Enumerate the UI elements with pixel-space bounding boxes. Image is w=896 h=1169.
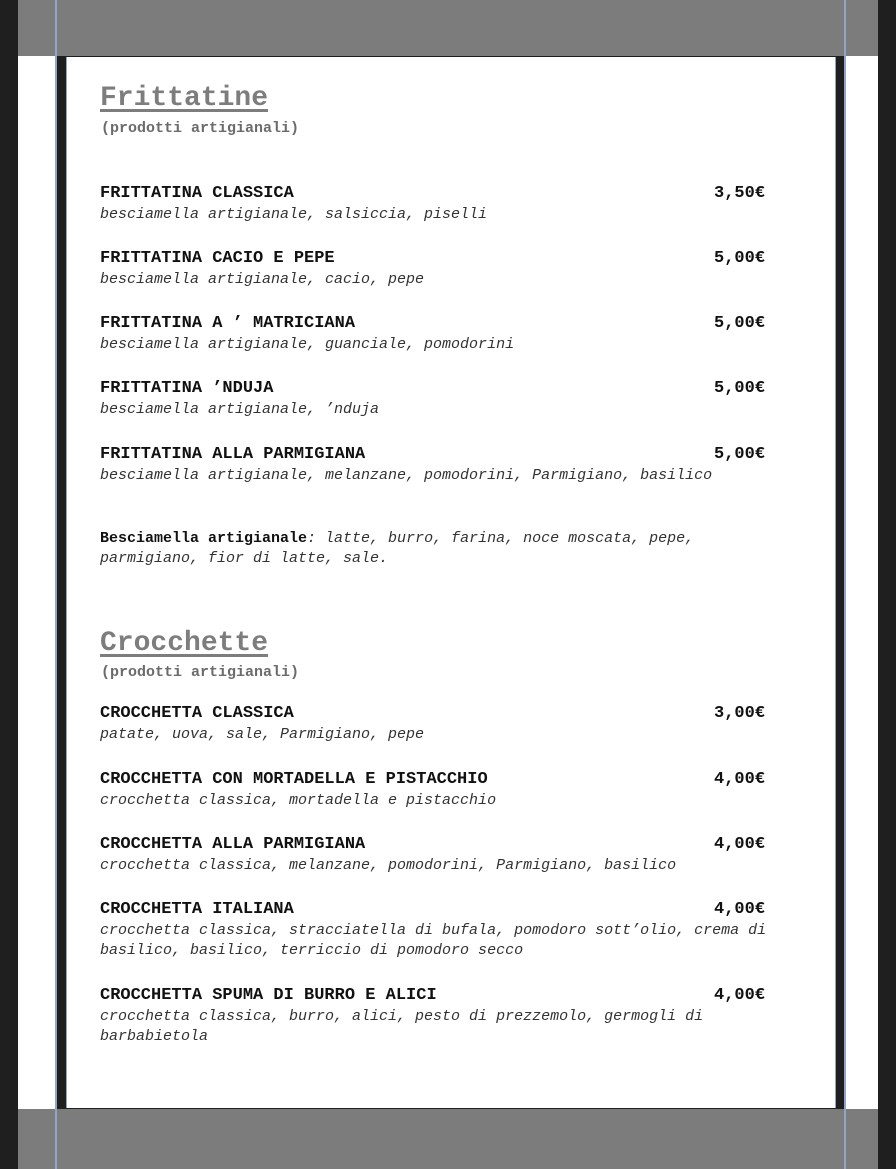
menu-item [100, 985, 800, 1047]
right-page-edge [844, 0, 846, 1169]
item-name: CROCCHETTA ITALIANA [100, 900, 294, 919]
menu-item [100, 313, 800, 355]
item-name: CROCCHETTA CLASSICA [100, 704, 294, 723]
item-price: 3,00€ [714, 704, 766, 723]
item-name: FRITTATINA ALLA PARMIGIANA [100, 445, 366, 464]
item-name: FRITTATINA CLASSICA [100, 184, 294, 203]
item-price: 4,00€ [714, 900, 766, 919]
menu-page [66, 57, 836, 1108]
menu-item [100, 899, 800, 961]
section-title-crocchette: Crocchette [100, 628, 269, 659]
item-price: 4,00€ [714, 770, 766, 789]
item-description: besciamella artigianale, salsiccia, piselli [100, 206, 488, 223]
bottom-gray-band [18, 1109, 878, 1169]
menu-item [100, 703, 800, 745]
menu-item [100, 834, 800, 876]
section-subtitle-crocchette: (prodotti artigianali) [101, 664, 300, 681]
section-title-frittatine: Frittatine [100, 83, 269, 114]
item-description: besciamella artigianale, melanzane, pomodorini, Parmigiano, basilico [100, 467, 713, 484]
item-price: 5,00€ [714, 249, 766, 268]
item-name: CROCCHETTA SPUMA DI BURRO E ALICI [100, 986, 437, 1005]
left-margin-strip [18, 0, 55, 1169]
right-margin-strip [846, 0, 878, 1169]
section-subtitle-frittatine: (prodotti artigianali) [101, 120, 300, 137]
item-name: CROCCHETTA CON MORTADELLA E PISTACCHIO [100, 770, 488, 789]
item-description: crocchetta classica, burro, alici, pesto di prezzemolo, germogli di barbabietola [100, 1008, 704, 1045]
menu-item [100, 444, 800, 486]
item-name: FRITTATINA ’NDUJA [100, 379, 274, 398]
item-name: FRITTATINA A ’ MATRICIANA [100, 314, 356, 333]
item-description: besciamella artigianale, guanciale, pomodorini [100, 336, 515, 353]
left-page-edge [55, 0, 57, 1169]
note-text: : latte, burro, farina, noce moscata, pepe, parmigiano, fior di latte, sale. [100, 530, 695, 567]
item-price: 3,50€ [714, 184, 766, 203]
top-gray-band [18, 0, 878, 56]
item-description: patate, uova, sale, Parmigiano, pepe [100, 726, 425, 743]
menu-item [100, 183, 800, 225]
item-price: 4,00€ [714, 986, 766, 1005]
menu-item [100, 248, 800, 290]
besciamella-note [100, 529, 800, 569]
menu-item [100, 378, 800, 420]
item-price: 5,00€ [714, 445, 766, 464]
item-description: crocchetta classica, stracciatella di bufala, pomodoro sott’olio, crema di basilico, basilico, terriccio di pomodoro secco [100, 922, 767, 959]
item-price: 4,00€ [714, 835, 766, 854]
item-description: crocchetta classica, melanzane, pomodorini, Parmigiano, basilico [100, 857, 677, 874]
item-description: besciamella artigianale, cacio, pepe [100, 271, 425, 288]
item-description: crocchetta classica, mortadella e pistacchio [100, 792, 497, 809]
item-description: besciamella artigianale, ’nduja [100, 401, 380, 418]
item-price: 5,00€ [714, 314, 766, 333]
note-label: Besciamella artigianale [100, 530, 308, 547]
item-name: CROCCHETTA ALLA PARMIGIANA [100, 835, 366, 854]
item-name: FRITTATINA CACIO E PEPE [100, 249, 335, 268]
item-price: 5,00€ [714, 379, 766, 398]
menu-item [100, 769, 800, 811]
